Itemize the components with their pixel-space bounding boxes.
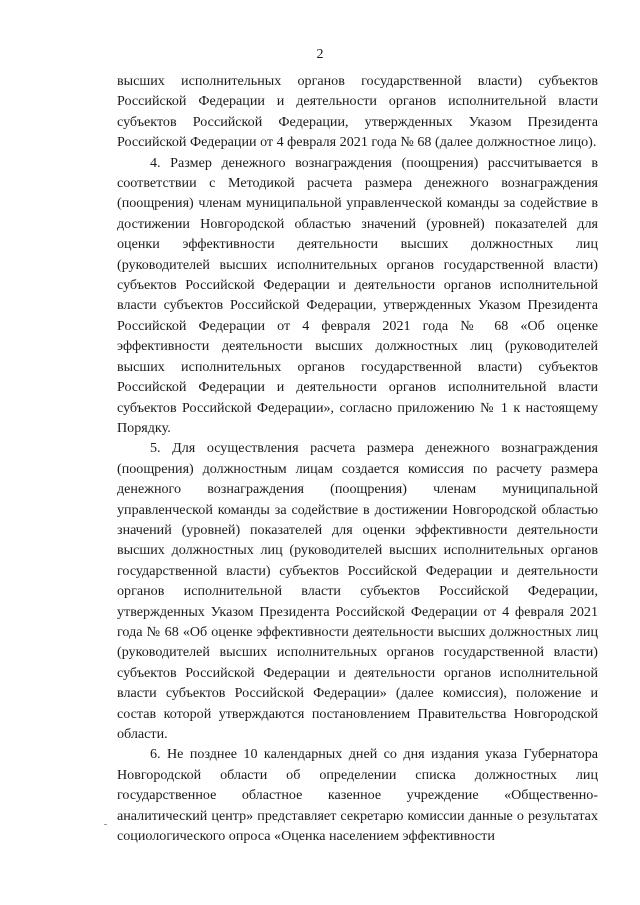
paragraph-item-6: 6. Не позднее 10 календарных дней со дня издания указа Губернатора Новгородской области об определении списка должностных лиц государственное областное казенное учреждение «Общественно-аналитический центр» представляет секретарю комиссии данные о результатах социологического опроса «Оценка населением эффективности <box>117 746 598 845</box>
document-body <box>117 71 598 846</box>
page-number: 2 <box>316 47 324 62</box>
paragraph-item-4: 4. Размер денежного вознаграждения (поощрения) рассчитывается в соответствии с Методикой расчета размера денежного вознаграждения (поощрения) членам муниципальной управленческой команды за содействие в достижении Новгородской областью значений (уровней) показателей для оценки эффективности деятельности высших должностных лиц (руководителей высших исполнительных органов государственной власти) субъектов Российской Федерации и деятельности органов исполнительной власти субъектов Российской Федерации, утвержденных Указом Президента Российской Федерации от 4 февраля 2021 года № 68 «Об оценке эффективности деятельности высших должностных лиц (руководителей высших исполнительных органов государственной власти) субъектов Российской Федерации и деятельности органов исполнительной власти субъектов Российской Федерации», согласно приложению № 1 к настоящему Порядку. <box>117 154 598 436</box>
paragraph-item-5: 5. Для осуществления расчета размера денежного вознаграждения (поощрения) должностным лицам создается комиссия по расчету размера денежного вознаграждения (поощрения) членам муниципальной управленческой команды за содействие в достижении Новгородской областью значений (уровней) показателей для оценки эффективности деятельности высших должностных лиц (руководителей высших исполнительных органов государственной власти) субъектов Российской Федерации и деятельности органов исполнительной власти субъектов Российской Федерации, утвержденных Указом Президента Российской Федерации от 4 февраля 2021 года № 68 «Об оценке эффективности деятельности высших должностных лиц (руководителей высших исполнительных органов государственной власти) субъектов Российской Федерации и деятельности органов исполнительной власти субъектов Российской Федерации» (далее комиссия), положение и состав которой утверждаются постановлением Правительства Новгородской области. <box>117 440 598 742</box>
scan-artifact-dot <box>104 824 107 825</box>
paragraph-continuation: высших исполнительных органов государственной власти) субъектов Российской Федерации и деятельности органов исполнительной власти субъектов Российской Федерации, утвержденных Указом Президента Российской Федерации от 4 февраля 2021 года № 68 (далее должностное лицо). <box>117 73 598 151</box>
